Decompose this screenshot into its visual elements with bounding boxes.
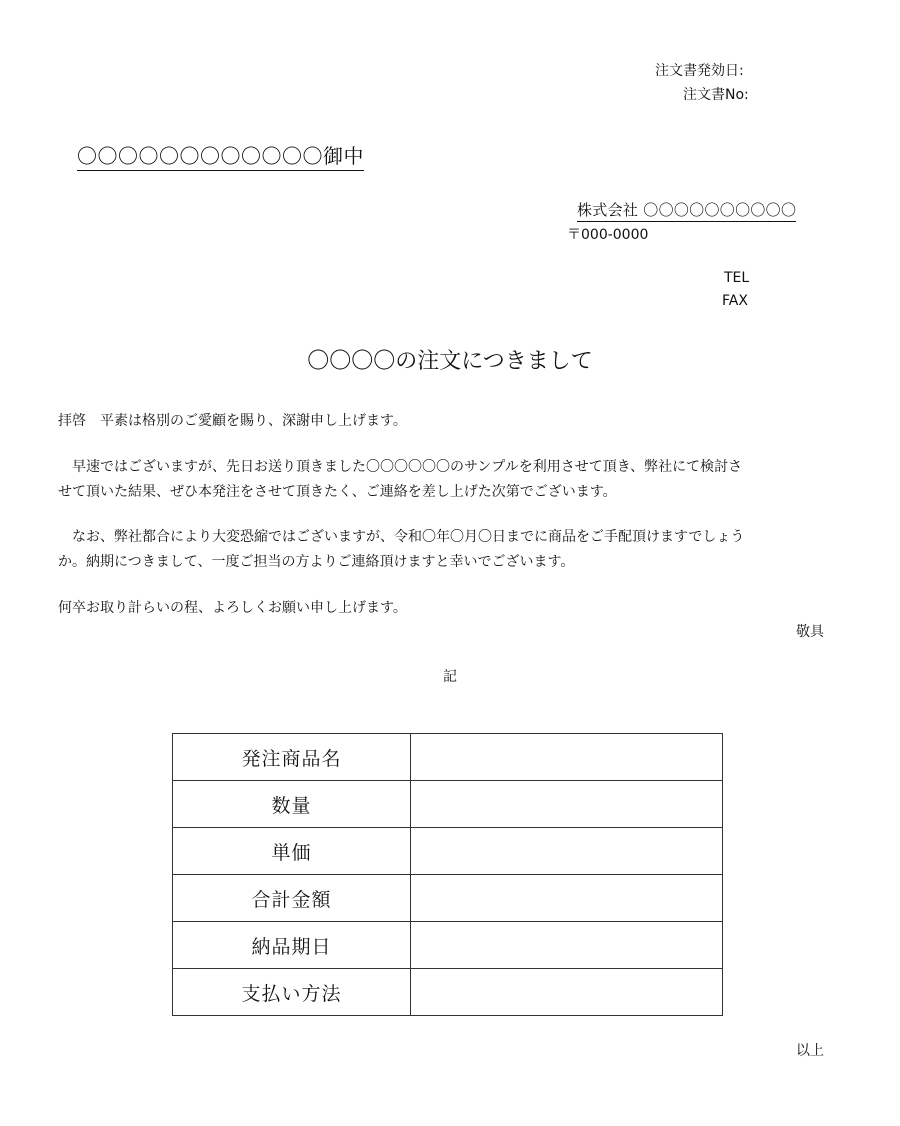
row-label: 合計金額	[173, 875, 411, 922]
recipient-name: 〇〇〇〇〇〇〇〇〇〇〇〇御中	[77, 140, 364, 171]
table-row	[173, 734, 723, 781]
sender-postal-code: 〒000-0000	[567, 227, 649, 243]
sender-company: 株式会社 〇〇〇〇〇〇〇〇〇〇	[577, 199, 796, 222]
table-row	[173, 875, 723, 922]
ki-heading: 記	[443, 669, 457, 685]
row-value[interactable]	[411, 734, 723, 781]
paragraph-2-line-1: なお、弊社都合により大変恐縮ではございますが、令和〇年〇月〇日までに商品をご手配頂けますでしょう	[58, 529, 745, 545]
row-value[interactable]	[411, 922, 723, 969]
table-row	[173, 922, 723, 969]
issue-date-label: 注文書発効日:	[655, 63, 744, 79]
row-label: 単価	[173, 828, 411, 875]
greeting-line: 拝啓 平素は格別のご愛顧を賜り、深謝申し上げます。	[58, 413, 407, 429]
closing-word: 敬具	[796, 624, 824, 640]
row-value[interactable]	[411, 875, 723, 922]
row-value[interactable]	[411, 781, 723, 828]
row-value[interactable]	[411, 969, 723, 1016]
paragraph-1-line-1: 早速ではございますが、先日お送り頂きました〇〇〇〇〇〇のサンプルを利用させて頂き、弊社にて検討さ	[58, 459, 743, 475]
order-number-label: 注文書No:	[683, 87, 749, 103]
document-title: 〇〇〇〇の注文につきまして	[307, 349, 593, 374]
table-row	[173, 828, 723, 875]
row-label: 発注商品名	[173, 734, 411, 781]
closing-request: 何卒お取り計らいの程、よろしくお願い申し上げます。	[58, 600, 407, 616]
row-label: 納品期日	[173, 922, 411, 969]
table-row	[173, 969, 723, 1016]
sender-tel-label: TEL	[724, 270, 750, 286]
row-label: 数量	[173, 781, 411, 828]
row-label: 支払い方法	[173, 969, 411, 1016]
row-value[interactable]	[411, 828, 723, 875]
order-details-table	[172, 733, 723, 1016]
table-row	[173, 781, 723, 828]
end-word: 以上	[796, 1043, 824, 1059]
paragraph-1-line-2: せて頂いた結果、ぜひ本発注をさせて頂きたく、ご連絡を差し上げた次第でございます。	[58, 484, 617, 500]
sender-fax-label: FAX	[722, 293, 748, 309]
paragraph-2-line-2: か。納期につきまして、一度ご担当の方よりご連絡頂けますと幸いでございます。	[58, 554, 575, 570]
